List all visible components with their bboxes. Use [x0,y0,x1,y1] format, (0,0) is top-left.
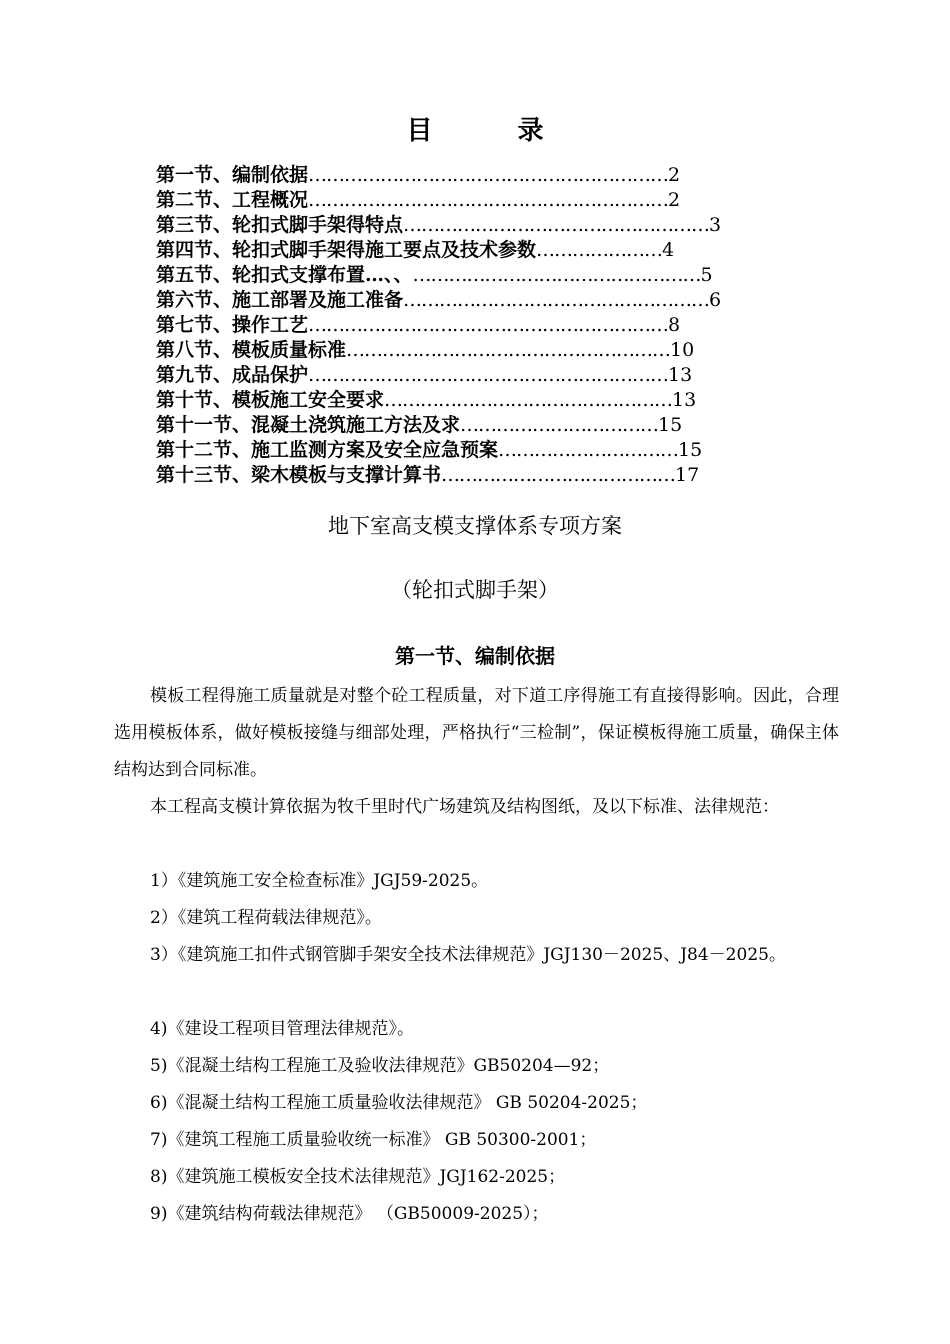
reference-item: 3）《建筑施工扣件式钢管脚手架安全技术法律规范》JGJ130－2025、J84－2025。 [150,945,786,965]
toc-page-number: 17 [675,464,700,486]
body-paragraph: 模板工程得施工质量就是对整个砼工程质量，对下道工序得施工有直接得影响。因此，合理选用模板体系，做好模板接缝与细部处理，严格执行“三检制”，保证模板得施工质量，确保主体结构达到合同标准。 [114,686,839,780]
toc-entry-label: 第十节、模板施工安全要求 [156,389,385,411]
toc-title: 目 录 [406,116,582,146]
reference-item: 4)《建设工程项目管理法律规范》。 [150,1019,414,1039]
toc-leader-dots: ………………… [536,239,663,261]
toc-leader-dots: …………………………………………… [403,214,710,236]
toc-entry[interactable] [156,363,721,388]
toc-entry-label: 第四节、轮扣式脚手架得施工要点及技术参数 [156,239,537,261]
body-paragraph: 本工程高支模计算依据为牧千里时代广场建筑及结构图纸，及以下标准、法律规范： [150,797,779,817]
toc-entry[interactable] [156,313,721,338]
reference-item: 9)《建筑结构荷载法律规范》 （GB50009-2025）； [150,1204,549,1224]
toc-leader-dots: …………………………………………………… [308,189,669,211]
reference-item: 6)《混凝土结构工程施工质量验收法律规范》 GB 50204-2025； [150,1093,648,1113]
section-heading: 第一节、编制依据 [395,644,555,668]
reference-item: 5)《混凝土结构工程施工及验收法律规范》GB50204—92； [150,1056,610,1076]
toc-entry-label: 第一节、编制依据 [156,164,309,186]
toc-entry-label: 第六节、施工部署及施工准备 [156,289,404,311]
toc-page-number: 5 [700,264,713,286]
toc-leader-dots: ………………………………………… [384,389,673,411]
toc-entry-label: 第九节、成品保护 [156,364,309,386]
table-of-contents [156,163,721,488]
document-subtitle: （轮扣式脚手架） [391,578,559,602]
toc-entry[interactable] [156,288,721,313]
document-title: 地下室高支模支撑体系专项方案 [328,514,622,538]
toc-entry-label: 第十二节、施工监测方案及安全应急预案 [156,439,499,461]
toc-entry-label: 第十一节、混凝土浇筑施工方法及求 [156,414,461,436]
toc-leader-dots: ………………………… [498,439,679,461]
reference-item: 8)《建筑施工模板安全技术法律规范》JGJ162-2025； [150,1167,566,1187]
toc-page-number: 8 [668,314,681,336]
toc-page-number: 15 [678,439,703,461]
reference-item: 2）《建筑工程荷载法律规范》。 [150,908,382,928]
toc-leader-dots: ……………………………………………… [346,339,671,361]
toc-entry[interactable] [156,188,721,213]
reference-item: 7)《建筑工程施工质量验收统一标准》 GB 50300-2001； [150,1130,597,1150]
toc-entry[interactable] [156,388,721,413]
toc-page-number: 10 [670,339,695,361]
toc-leader-dots: …………………………… [460,414,659,436]
toc-entry-label: 第五节、轮扣式支撑布置…、、 [156,264,413,286]
toc-entry[interactable] [156,413,721,438]
toc-page-number: 2 [668,164,681,186]
toc-leader-dots: …………………………………………………… [308,314,669,336]
toc-page-number: 3 [709,214,722,236]
toc-leader-dots: …………………………………………………… [308,164,669,186]
toc-leader-dots: ………………………………………… [412,264,701,286]
toc-entry[interactable] [156,463,721,488]
toc-entry[interactable] [156,438,721,463]
toc-entry-label: 第二节、工程概况 [156,189,309,211]
toc-entry[interactable] [156,213,721,238]
toc-entry-label: 第八节、模板质量标准 [156,339,347,361]
toc-page-number: 2 [668,189,681,211]
toc-page-number: 13 [672,389,697,411]
toc-page-number: 4 [662,239,675,261]
toc-entry[interactable] [156,163,721,188]
toc-entry-label: 第三节、轮扣式脚手架得特点 [156,214,404,236]
toc-entry-label: 第七节、操作工艺 [156,314,309,336]
toc-leader-dots: ………………………………… [441,464,676,486]
toc-entry[interactable] [156,338,721,363]
toc-entry-label: 第十三节、梁木模板与支撑计算书 [156,464,442,486]
toc-page-number: 13 [668,364,693,386]
toc-leader-dots: …………………………………………… [403,289,710,311]
toc-leader-dots: …………………………………………………… [308,364,669,386]
toc-page-number: 15 [658,414,683,436]
reference-item: 1）《建筑施工安全检查标准》JGJ59-2025。 [150,871,489,891]
toc-entry[interactable] [156,238,721,263]
toc-page-number: 6 [709,289,722,311]
toc-entry[interactable] [156,263,721,288]
